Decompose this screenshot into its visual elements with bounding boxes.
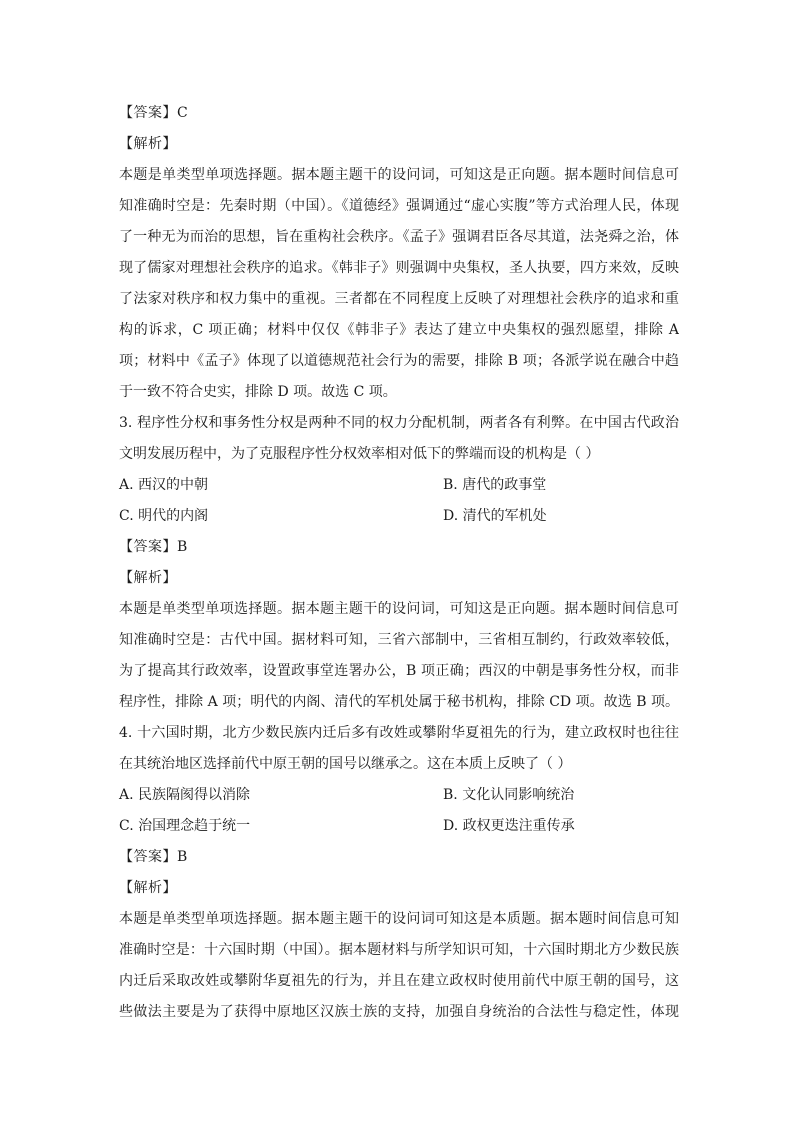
q3-option-b: B. 唐代的政事堂 <box>443 477 547 493</box>
q4-analysis-line: 内迁后采取改姓或攀附华夏祖先的行为，并且在建立政权时使用前代中原王朝的国号，这 <box>119 973 679 989</box>
q2-analysis-line: 了法家对秩序和权力集中的重视。三者都在不同程度上反映了对理想社会秩序的追求和重 <box>119 291 679 307</box>
q3-stem-line: 3. 程序性分权和事务性分权是两种不同的权力分配机制，两者各有利弊。在中国古代政治 <box>119 415 679 431</box>
q3-option-a: A. 西汉的中朝 <box>119 477 209 493</box>
q2-analysis-line: 构的诉求，C 项正确；材料中仅仅《韩非子》表达了建立中央集权的强烈愿望，排除 A <box>119 322 679 338</box>
q4-analysis-line: 本题是单类型单项选择题。据本题主题干的设问词可知这是本质题。据本题时间信息可知 <box>119 911 679 927</box>
q4-option-a: A. 民族隔阂得以消除 <box>119 787 251 803</box>
q2-analysis-line: 本题是单类型单项选择题。据本题主题干的设问词，可知这是正向题。据本题时间信息可 <box>119 167 679 183</box>
q4-option-d: D. 政权更迭注重传承 <box>443 818 575 834</box>
q3-analysis-line: 本题是单类型单项选择题。据本题主题干的设问词，可知这是正向题。据本题时间信息可 <box>119 601 679 617</box>
q4-analysis-line: 准确时空是：十六国时期（中国）。据本题材料与所学知识可知，十六国时期北方少数民族 <box>119 942 679 958</box>
q2-analysis-line: 现了儒家对理想社会秩序的追求。《韩非子》则强调中央集权，圣人执要，四方来效，反映 <box>119 260 679 276</box>
q4-option-c: C. 治国理念趋于统一 <box>119 818 251 834</box>
q3-options-row-2 <box>119 501 679 532</box>
q4-analysis-line: 些做法主要是为了获得中原地区汉族士族的支持，加强自身统治的合法性与稳定性，体现 <box>119 1004 679 1020</box>
q2-analysis-line: 了一种无为而治的思想，旨在重构社会秩序。《孟子》强调君臣各尽其道，法尧舜之治，体 <box>119 229 679 245</box>
q4-options-row-1 <box>119 780 679 811</box>
q2-analysis-line: 项；材料中《孟子》体现了以道德规范社会行为的需要，排除 B 项；各派学说在融合中趋 <box>119 353 679 369</box>
q4-stem-line: 在其统治地区选择前代中原王朝的国号以继承之。这在本质上反映了（ ） <box>119 756 572 772</box>
q3-stem <box>119 408 679 470</box>
q3-analysis <box>119 594 679 718</box>
q3-analysis-label: 【解析】 <box>119 570 177 586</box>
q3-stem-line: 文明发展历程中，为了克服程序性分权效率相对低下的弊端而设的机构是（ ） <box>119 446 600 462</box>
q3-analysis-line: 为了提高其行政效率，设置政事堂连署办公，B 项正确；西汉的中朝是事务性分权，而非 <box>119 663 679 679</box>
q3-analysis-line: 程序性，排除 A 项；明代的内阁、清代的军机处属于秘书机构，排除 CD 项。故选 B 项。 <box>119 694 679 710</box>
q2-answer: 【答案】C <box>119 105 189 121</box>
q2-analysis <box>119 160 679 408</box>
q3-option-c: C. 明代的内阁 <box>119 508 209 524</box>
q4-options-row-2 <box>119 811 679 842</box>
q4-stem <box>119 718 679 780</box>
q3-options-row-1 <box>119 470 679 501</box>
q2-analysis-line: 于一致不符合史实，排除 D 项。故选 C 项。 <box>119 384 397 400</box>
q2-analysis-label: 【解析】 <box>119 136 177 152</box>
q3-analysis-line: 知准确时空是：古代中国。据材料可知，三省六部制中，三省相互制约，行政效率较低， <box>119 632 679 648</box>
q4-option-b: B. 文化认同影响统治 <box>443 787 575 803</box>
q3-option-d: D. 清代的军机处 <box>443 508 547 524</box>
q2-analysis-line: 知准确时空是：先秦时期（中国）。《道德经》强调通过“虚心实腹”等方式治理人民，体现 <box>119 198 679 214</box>
q4-analysis <box>119 904 679 1028</box>
document-page <box>119 98 679 1028</box>
q3-answer: 【答案】B <box>119 539 188 555</box>
q4-analysis-label: 【解析】 <box>119 880 177 896</box>
q4-answer: 【答案】B <box>119 849 188 865</box>
q4-stem-line: 4. 十六国时期，北方少数民族内迁后多有改姓或攀附华夏祖先的行为，建立政权时也往往 <box>119 725 679 741</box>
